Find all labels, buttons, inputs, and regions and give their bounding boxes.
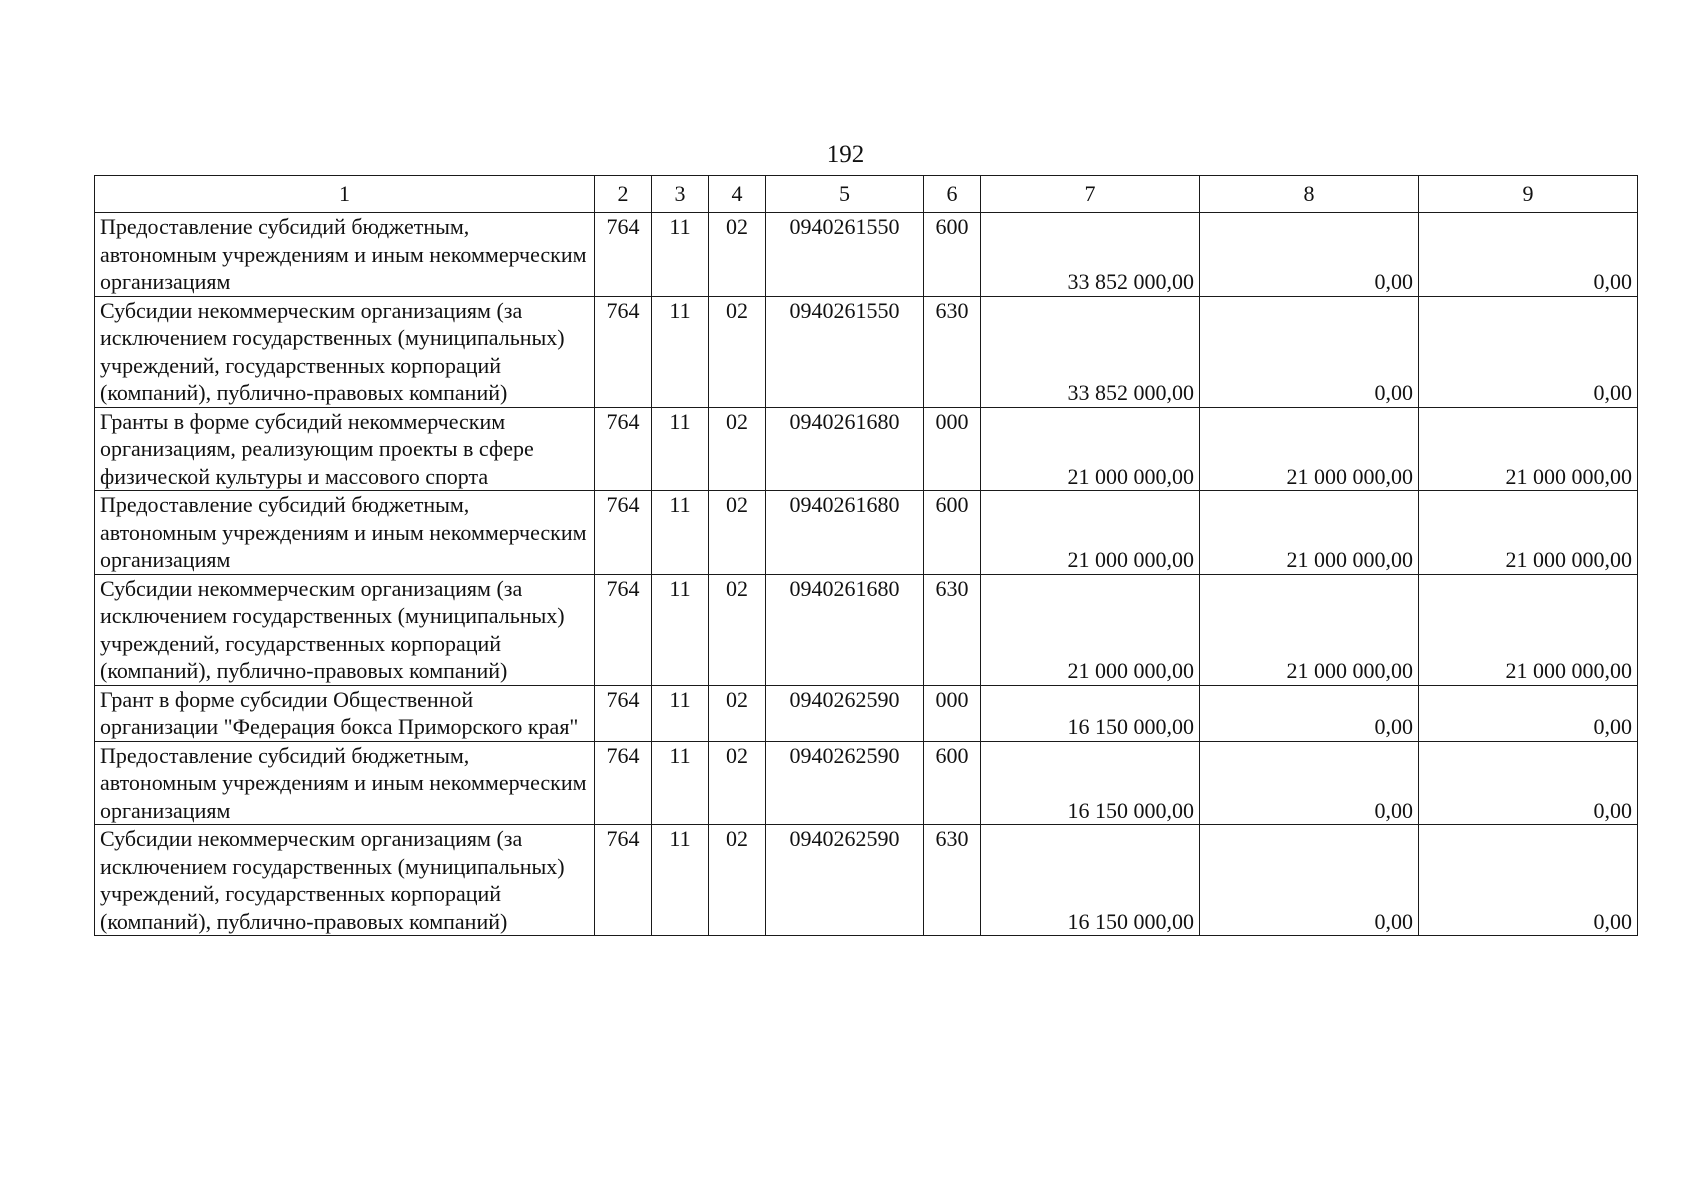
table-row bbox=[95, 685, 1638, 741]
column-header: 7 bbox=[981, 176, 1200, 213]
amount-col8-cell: 21 000 000,00 bbox=[1200, 407, 1419, 491]
amount-col8-cell: 0,00 bbox=[1200, 741, 1419, 825]
amount-col9-cell: 21 000 000,00 bbox=[1419, 491, 1638, 575]
amount-col8-cell: 0,00 bbox=[1200, 213, 1419, 297]
amount-col7-cell: 21 000 000,00 bbox=[981, 574, 1200, 685]
section-cell: 11 bbox=[652, 574, 709, 685]
amount-col9-cell: 21 000 000,00 bbox=[1419, 574, 1638, 685]
amount-col8-cell: 0,00 bbox=[1200, 825, 1419, 936]
admin-code-cell: 764 bbox=[595, 825, 652, 936]
amount-col8-cell: 21 000 000,00 bbox=[1200, 574, 1419, 685]
column-header: 3 bbox=[652, 176, 709, 213]
page-number: 192 bbox=[826, 141, 865, 168]
section-cell: 11 bbox=[652, 296, 709, 407]
budget-table bbox=[94, 175, 1638, 936]
row-description: Грант в форме субсидии Общественной организации "Федерация бокса Приморского края" bbox=[95, 685, 595, 741]
expense-type-cell: 000 bbox=[924, 685, 981, 741]
amount-col9-cell: 21 000 000,00 bbox=[1419, 407, 1638, 491]
subsection-cell: 02 bbox=[709, 685, 766, 741]
admin-code-cell: 764 bbox=[595, 491, 652, 575]
column-header: 8 bbox=[1200, 176, 1419, 213]
expense-type-cell: 630 bbox=[924, 574, 981, 685]
row-description: Предоставление субсидий бюджетным, автономным учреждениям и иным некоммерческим организациям bbox=[95, 491, 595, 575]
column-header: 2 bbox=[595, 176, 652, 213]
expense-type-cell: 600 bbox=[924, 491, 981, 575]
section-cell: 11 bbox=[652, 825, 709, 936]
target-article-cell: 0940261550 bbox=[766, 296, 924, 407]
column-header: 1 bbox=[95, 176, 595, 213]
target-article-cell: 0940262590 bbox=[766, 685, 924, 741]
amount-col8-cell: 0,00 bbox=[1200, 685, 1419, 741]
subsection-cell: 02 bbox=[709, 574, 766, 685]
amount-col9-cell: 0,00 bbox=[1419, 685, 1638, 741]
section-cell: 11 bbox=[652, 685, 709, 741]
table-row bbox=[95, 825, 1638, 936]
amount-col7-cell: 16 150 000,00 bbox=[981, 741, 1200, 825]
amount-col8-cell: 0,00 bbox=[1200, 296, 1419, 407]
expense-type-cell: 600 bbox=[924, 213, 981, 297]
subsection-cell: 02 bbox=[709, 825, 766, 936]
amount-col7-cell: 21 000 000,00 bbox=[981, 491, 1200, 575]
amount-col9-cell: 0,00 bbox=[1419, 296, 1638, 407]
column-header: 4 bbox=[709, 176, 766, 213]
admin-code-cell: 764 bbox=[595, 296, 652, 407]
target-article-cell: 0940261680 bbox=[766, 407, 924, 491]
target-article-cell: 0940262590 bbox=[766, 741, 924, 825]
row-description: Предоставление субсидий бюджетным, автономным учреждениям и иным некоммерческим организациям bbox=[95, 213, 595, 297]
expense-type-cell: 000 bbox=[924, 407, 981, 491]
admin-code-cell: 764 bbox=[595, 574, 652, 685]
subsection-cell: 02 bbox=[709, 491, 766, 575]
section-cell: 11 bbox=[652, 491, 709, 575]
row-description: Субсидии некоммерческим организациям (за исключением государственных (муниципальных) учреждений, государственных корпораций (компаний), публично-правовых компаний) bbox=[95, 296, 595, 407]
table-row bbox=[95, 491, 1638, 575]
amount-col8-cell: 21 000 000,00 bbox=[1200, 491, 1419, 575]
subsection-cell: 02 bbox=[709, 741, 766, 825]
admin-code-cell: 764 bbox=[595, 213, 652, 297]
table-row bbox=[95, 741, 1638, 825]
amount-col7-cell: 16 150 000,00 bbox=[981, 825, 1200, 936]
target-article-cell: 0940262590 bbox=[766, 825, 924, 936]
column-header: 9 bbox=[1419, 176, 1638, 213]
expense-type-cell: 630 bbox=[924, 296, 981, 407]
expense-type-cell: 630 bbox=[924, 825, 981, 936]
table-header-row bbox=[95, 176, 1638, 213]
amount-col7-cell: 33 852 000,00 bbox=[981, 296, 1200, 407]
admin-code-cell: 764 bbox=[595, 685, 652, 741]
column-header: 6 bbox=[924, 176, 981, 213]
expense-type-cell: 600 bbox=[924, 741, 981, 825]
row-description: Предоставление субсидий бюджетным, автономным учреждениям и иным некоммерческим организациям bbox=[95, 741, 595, 825]
table-row bbox=[95, 213, 1638, 297]
target-article-cell: 0940261680 bbox=[766, 491, 924, 575]
row-description: Субсидии некоммерческим организациям (за исключением государственных (муниципальных) учреждений, государственных корпораций (компаний), публично-правовых компаний) bbox=[95, 574, 595, 685]
table-row bbox=[95, 407, 1638, 491]
amount-col7-cell: 33 852 000,00 bbox=[981, 213, 1200, 297]
target-article-cell: 0940261680 bbox=[766, 574, 924, 685]
amount-col7-cell: 16 150 000,00 bbox=[981, 685, 1200, 741]
subsection-cell: 02 bbox=[709, 407, 766, 491]
subsection-cell: 02 bbox=[709, 213, 766, 297]
section-cell: 11 bbox=[652, 741, 709, 825]
subsection-cell: 02 bbox=[709, 296, 766, 407]
admin-code-cell: 764 bbox=[595, 741, 652, 825]
column-header: 5 bbox=[766, 176, 924, 213]
table-row bbox=[95, 296, 1638, 407]
section-cell: 11 bbox=[652, 213, 709, 297]
admin-code-cell: 764 bbox=[595, 407, 652, 491]
amount-col7-cell: 21 000 000,00 bbox=[981, 407, 1200, 491]
section-cell: 11 bbox=[652, 407, 709, 491]
target-article-cell: 0940261550 bbox=[766, 213, 924, 297]
amount-col9-cell: 0,00 bbox=[1419, 741, 1638, 825]
table-row bbox=[95, 574, 1638, 685]
amount-col9-cell: 0,00 bbox=[1419, 825, 1638, 936]
amount-col9-cell: 0,00 bbox=[1419, 213, 1638, 297]
row-description: Субсидии некоммерческим организациям (за исключением государственных (муниципальных) учреждений, государственных корпораций (компаний), публично-правовых компаний) bbox=[95, 825, 595, 936]
row-description: Гранты в форме субсидий некоммерческим организациям, реализующим проекты в сфере физической культуры и массового спорта bbox=[95, 407, 595, 491]
